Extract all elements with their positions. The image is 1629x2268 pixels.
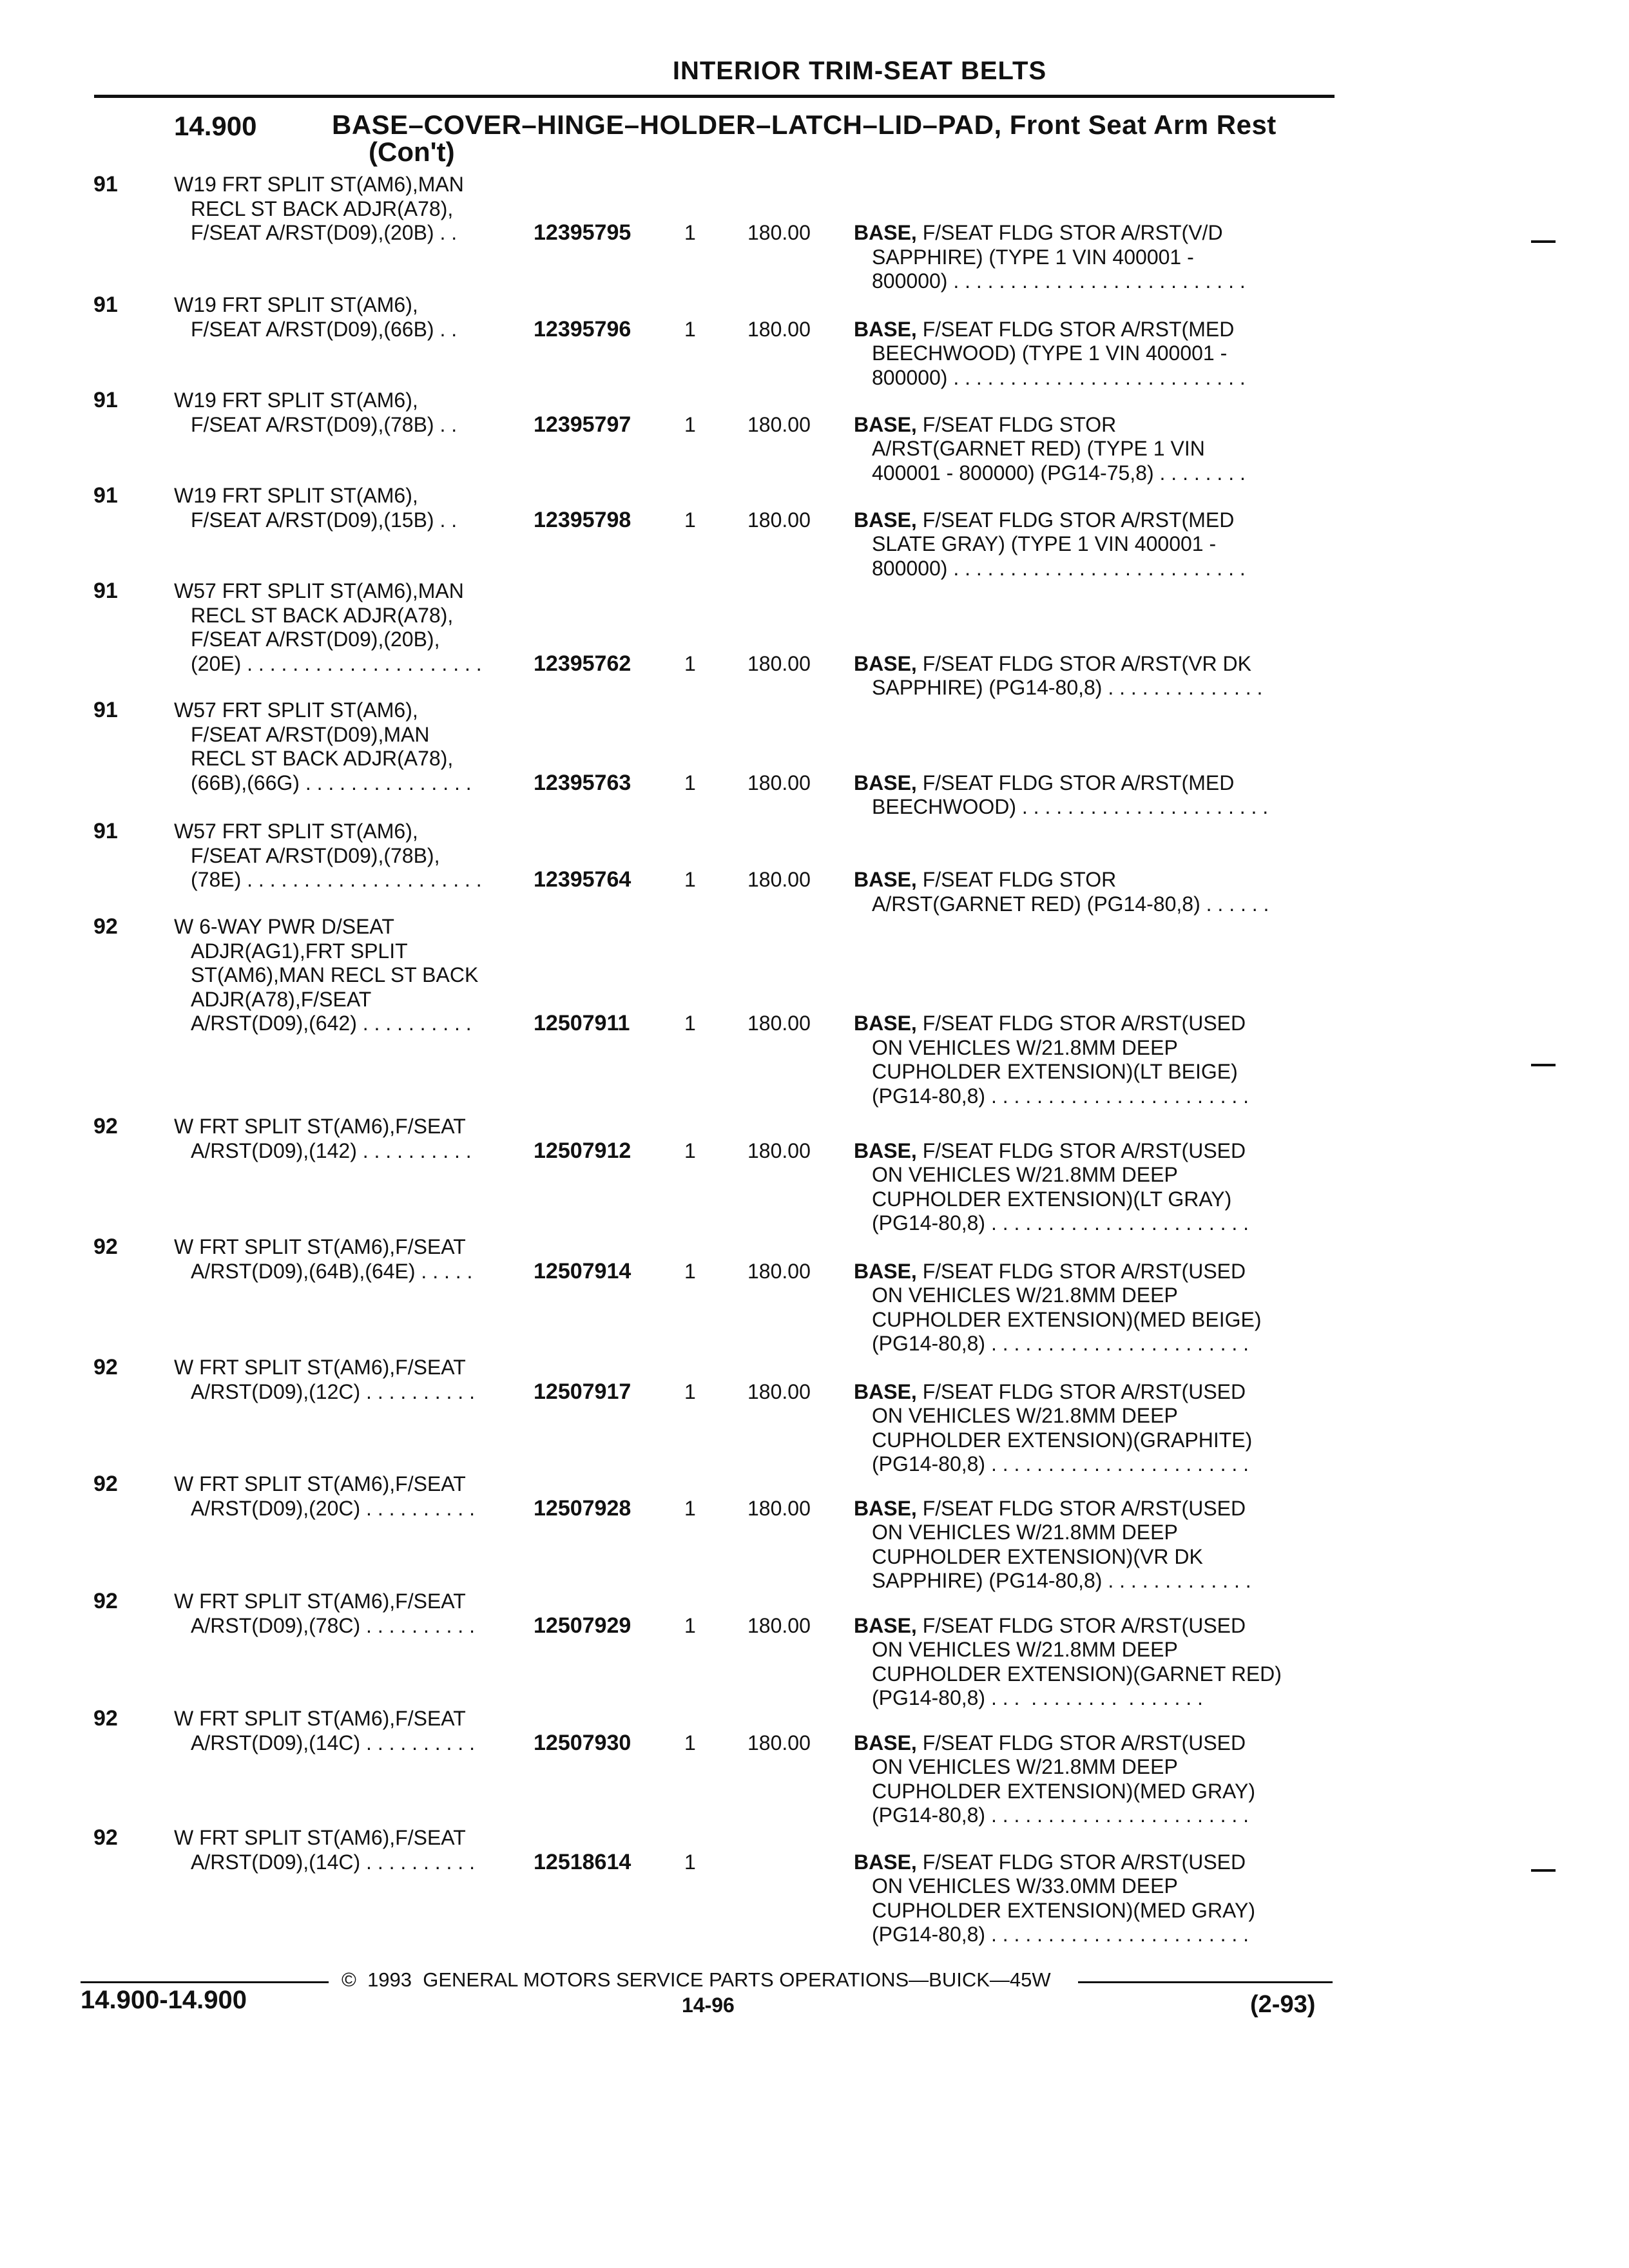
part-number: 12395797	[534, 412, 631, 437]
ref-number: 92	[93, 1825, 118, 1850]
part-number: 12395762	[534, 651, 631, 676]
header-rule	[94, 95, 1335, 98]
part-number: 12395796	[534, 316, 631, 341]
part-description	[854, 1614, 1282, 1711]
usage-line: W FRT SPLIT ST(AM6),F/SEAT	[174, 1590, 466, 1613]
price: 180.00	[747, 1379, 811, 1403]
description-line	[854, 221, 1246, 245]
quantity: 1	[684, 771, 696, 794]
ref-number: 92	[93, 914, 118, 939]
description-line: CUPHOLDER EXTENSION)(VR DK	[872, 1544, 1203, 1568]
part-number: 12507928	[534, 1495, 631, 1521]
usage-text	[174, 484, 457, 532]
price: 180.00	[747, 771, 811, 794]
description-line: BEECHWOOD) (TYPE 1 VIN 400001 -	[872, 341, 1228, 365]
description-keyword: BASE,	[854, 412, 917, 436]
quantity: 1	[684, 317, 696, 341]
part-number: 12507930	[534, 1730, 631, 1755]
ref-number: 92	[93, 1472, 118, 1496]
margin-change-mark	[1531, 240, 1556, 243]
description-line: A/RST(GARNET RED) (PG14-80,8) . . . . . .	[872, 892, 1269, 916]
quantity: 1	[684, 1012, 696, 1035]
price: 180.00	[747, 1259, 811, 1283]
description-line: CUPHOLDER EXTENSION)(LT GRAY)	[872, 1187, 1232, 1211]
quantity: 1	[684, 868, 696, 891]
usage-text	[174, 1590, 475, 1638]
usage-text	[174, 173, 464, 245]
part-description	[854, 318, 1246, 390]
description-line: 800000) . . . . . . . . . . . . . . . . . . . . . . . . . .	[872, 556, 1246, 580]
description-text: F/SEAT FLDG STOR A/RST(MED	[916, 508, 1235, 532]
description-line	[854, 1850, 1255, 1875]
quantity: 1	[684, 1850, 696, 1874]
section-title: BASE–COVER–HINGE–HOLDER–LATCH–LID–PAD, Front Seat Arm Rest	[332, 110, 1277, 140]
usage-text	[174, 579, 482, 676]
usage-line: F/SEAT A/RST(D09),(78B),	[191, 843, 440, 867]
description-keyword: BASE,	[854, 651, 917, 675]
part-number: 12507914	[534, 1258, 631, 1283]
part-number: 12507929	[534, 1613, 631, 1638]
usage-text	[174, 915, 478, 1036]
usage-line: W57 FRT SPLIT ST(AM6),MAN	[174, 579, 464, 602]
usage-line: W 6-WAY PWR D/SEAT	[174, 915, 394, 938]
usage-line: F/SEAT A/RST(D09),MAN	[191, 722, 430, 746]
usage-line: W57 FRT SPLIT ST(AM6),	[174, 820, 418, 843]
usage-line: (66B),(66G) . . . . . . . . . . . . . . .	[191, 771, 472, 794]
description-line	[854, 318, 1246, 342]
quantity: 1	[684, 1613, 696, 1637]
quantity: 1	[684, 651, 696, 675]
usage-line: RECL ST BACK ADJR(A78),	[191, 197, 454, 220]
usage-line: (20E) . . . . . . . . . . . . . . . . . . . . .	[191, 651, 482, 675]
description-line: 800000) . . . . . . . . . . . . . . . . . . . . . . . . . .	[872, 365, 1246, 389]
ref-number: 92	[93, 1589, 118, 1613]
description-line: (PG14-80,8) . . . . . . . . . . . . . . . . . .	[872, 1686, 1203, 1709]
description-line	[854, 1139, 1249, 1164]
usage-line: RECL ST BACK ADJR(A78),	[191, 747, 454, 770]
quantity: 1	[684, 1496, 696, 1520]
usage-line: W57 FRT SPLIT ST(AM6),	[174, 698, 418, 722]
description-line: BEECHWOOD) . . . . . . . . . . . . . . . . . . . . . .	[872, 795, 1269, 818]
usage-line: W FRT SPLIT ST(AM6),F/SEAT	[174, 1826, 466, 1849]
usage-line: W FRT SPLIT ST(AM6),F/SEAT	[174, 1115, 466, 1138]
description-text: F/SEAT FLDG STOR A/RST(MED	[916, 317, 1235, 341]
usage-text	[174, 389, 457, 437]
part-description	[854, 1380, 1252, 1477]
part-description	[854, 771, 1268, 820]
usage-line: A/RST(D09),(12C) . . . . . . . . . .	[191, 1379, 475, 1403]
description-text: F/SEAT FLDG STOR A/RST(USED	[916, 1139, 1246, 1162]
description-keyword: BASE,	[854, 1613, 917, 1637]
ref-number: 91	[93, 579, 118, 603]
part-number: 12507917	[534, 1379, 631, 1404]
ref-number: 92	[93, 1235, 118, 1259]
description-line	[854, 1260, 1262, 1284]
usage-line: W FRT SPLIT ST(AM6),F/SEAT	[174, 1472, 466, 1495]
part-description	[854, 221, 1246, 294]
description-line: CUPHOLDER EXTENSION)(LT BEIGE)	[872, 1060, 1238, 1083]
part-description	[854, 508, 1246, 581]
footer-rule-right	[1078, 1981, 1333, 1983]
description-line	[854, 771, 1268, 796]
price: 180.00	[747, 1012, 811, 1035]
part-description	[854, 1731, 1255, 1828]
description-line: 800000) . . . . . . . . . . . . . . . . . . . . . . . . . .	[872, 269, 1246, 293]
usage-text	[174, 1472, 475, 1521]
ref-number: 91	[93, 293, 118, 317]
price: 180.00	[747, 1139, 811, 1162]
description-text: F/SEAT FLDG STOR A/RST(V/D	[916, 221, 1223, 244]
description-text: F/SEAT FLDG STOR	[916, 412, 1117, 436]
part-description	[854, 1497, 1251, 1593]
description-line	[854, 868, 1269, 892]
description-line: CUPHOLDER EXTENSION)(MED GRAY)	[872, 1898, 1256, 1922]
description-line: ON VEHICLES W/21.8MM DEEP	[872, 1521, 1178, 1544]
part-description	[854, 1012, 1249, 1108]
description-keyword: BASE,	[854, 771, 917, 794]
section-continued: (Con't)	[369, 137, 455, 167]
description-line: (PG14-80,8) . . . . . . . . . . . . . . . . . . . . . . .	[872, 1211, 1249, 1235]
price: 180.00	[747, 412, 811, 436]
description-keyword: BASE,	[854, 1496, 917, 1520]
description-line: SLATE GRAY) (TYPE 1 VIN 400001 -	[872, 532, 1217, 555]
description-line: SAPPHIRE) (PG14-80,8) . . . . . . . . . . . . .	[872, 1569, 1251, 1592]
quantity: 1	[684, 1139, 696, 1162]
part-description	[854, 652, 1262, 700]
ref-number: 91	[93, 388, 118, 412]
quantity: 1	[684, 508, 696, 532]
usage-line: ADJR(A78),F/SEAT	[191, 987, 372, 1011]
usage-text	[174, 293, 457, 341]
usage-line: W FRT SPLIT ST(AM6),F/SEAT	[174, 1356, 466, 1379]
description-text: F/SEAT FLDG STOR	[916, 868, 1117, 891]
description-text: F/SEAT FLDG STOR A/RST(USED	[916, 1496, 1246, 1520]
usage-text	[174, 698, 472, 795]
price: 180.00	[747, 1731, 811, 1754]
ref-number: 92	[93, 1706, 118, 1731]
usage-line: F/SEAT A/RST(D09),(20B),	[191, 628, 440, 651]
quantity: 1	[684, 221, 696, 244]
footer-section-range: 14.900-14.900	[81, 1986, 247, 2014]
description-line: CUPHOLDER EXTENSION)(MED BEIGE)	[872, 1307, 1262, 1331]
description-keyword: BASE,	[854, 221, 917, 244]
usage-line: RECL ST BACK ADJR(A78),	[191, 603, 454, 627]
usage-line: A/RST(D09),(14C) . . . . . . . . . .	[191, 1731, 475, 1754]
description-line	[854, 508, 1246, 533]
price: 180.00	[747, 1613, 811, 1637]
ref-number: 91	[93, 483, 118, 508]
description-text: F/SEAT FLDG STOR A/RST(USED	[916, 1850, 1246, 1874]
usage-line: W FRT SPLIT ST(AM6),F/SEAT	[174, 1707, 466, 1730]
usage-line: W19 FRT SPLIT ST(AM6),MAN	[174, 173, 464, 196]
part-description	[854, 1850, 1255, 1947]
description-line	[854, 652, 1262, 677]
section-number: 14.900	[174, 111, 257, 141]
usage-line: A/RST(D09),(14C) . . . . . . . . . .	[191, 1850, 475, 1874]
price: 180.00	[747, 221, 811, 244]
usage-text	[174, 1826, 475, 1874]
description-line: (PG14-80,8) . . . . . . . . . . . . . . . . . . . . . . .	[872, 1923, 1249, 1946]
usage-line: A/RST(D09),(642) . . . . . . . . . .	[191, 1012, 472, 1035]
price: 180.00	[747, 317, 811, 341]
part-number: 12395795	[534, 220, 631, 245]
quantity: 1	[684, 1731, 696, 1754]
description-keyword: BASE,	[854, 1012, 917, 1035]
description-line: CUPHOLDER EXTENSION)(GRAPHITE)	[872, 1428, 1253, 1452]
usage-text	[174, 1707, 475, 1755]
usage-line: W19 FRT SPLIT ST(AM6),	[174, 484, 418, 507]
usage-line: F/SEAT A/RST(D09),(66B) . .	[191, 317, 458, 341]
description-line: CUPHOLDER EXTENSION)(GARNET RED)	[872, 1662, 1282, 1686]
quantity: 1	[684, 412, 696, 436]
description-keyword: BASE,	[854, 1139, 917, 1162]
ref-number: 92	[93, 1114, 118, 1139]
part-description	[854, 413, 1246, 486]
part-number: 12395763	[534, 770, 631, 795]
description-text: F/SEAT FLDG STOR A/RST(MED	[916, 771, 1235, 794]
description-line	[854, 1614, 1282, 1639]
description-keyword: BASE,	[854, 1379, 917, 1403]
usage-text	[174, 1356, 475, 1404]
margin-change-mark	[1531, 1869, 1556, 1872]
description-line: (PG14-80,8) . . . . . . . . . . . . . . . . . . . . . . .	[872, 1084, 1249, 1108]
part-description	[854, 1139, 1249, 1236]
description-line: ON VEHICLES W/21.8MM DEEP	[872, 1755, 1178, 1778]
quantity: 1	[684, 1259, 696, 1283]
usage-line: A/RST(D09),(142) . . . . . . . . . .	[191, 1139, 472, 1162]
description-line	[854, 1380, 1252, 1405]
description-line: ON VEHICLES W/21.8MM DEEP	[872, 1163, 1178, 1186]
description-line: (PG14-80,8) . . . . . . . . . . . . . . . . . . . . . . .	[872, 1803, 1249, 1827]
part-number: 12395764	[534, 867, 631, 892]
description-text: F/SEAT FLDG STOR A/RST(USED	[916, 1259, 1246, 1283]
description-line: (PG14-80,8) . . . . . . . . . . . . . . . . . . . . . . .	[872, 1332, 1249, 1355]
price: 180.00	[747, 508, 811, 532]
page-number: 14-96	[682, 1994, 735, 2017]
ref-number: 91	[93, 698, 118, 722]
usage-text	[174, 820, 482, 892]
ref-number: 92	[93, 1355, 118, 1379]
description-line: CUPHOLDER EXTENSION)(MED GRAY)	[872, 1779, 1256, 1803]
usage-line: A/RST(D09),(20C) . . . . . . . . . .	[191, 1496, 475, 1520]
part-description	[854, 868, 1269, 916]
usage-line: F/SEAT A/RST(D09),(78B) . .	[191, 412, 458, 436]
description-text: F/SEAT FLDG STOR A/RST(USED	[916, 1379, 1246, 1403]
price: 180.00	[747, 868, 811, 891]
part-description	[854, 1260, 1262, 1356]
price: 180.00	[747, 1496, 811, 1520]
description-line: ON VEHICLES W/21.8MM DEEP	[872, 1035, 1178, 1059]
description-keyword: BASE,	[854, 317, 917, 341]
price: 180.00	[747, 651, 811, 675]
description-line	[854, 1497, 1251, 1521]
part-number: 12395798	[534, 507, 631, 532]
description-line: ON VEHICLES W/21.8MM DEEP	[872, 1404, 1178, 1427]
footer-revision: (2-93)	[1250, 1991, 1316, 2018]
description-line: ON VEHICLES W/33.0MM DEEP	[872, 1874, 1178, 1898]
description-line: A/RST(GARNET RED) (TYPE 1 VIN	[872, 437, 1205, 460]
description-text: F/SEAT FLDG STOR A/RST(USED	[916, 1731, 1246, 1754]
usage-line: A/RST(D09),(78C) . . . . . . . . . .	[191, 1613, 475, 1637]
description-text: F/SEAT FLDG STOR A/RST(VR DK	[916, 651, 1251, 675]
description-line: SAPPHIRE) (PG14-80,8) . . . . . . . . . . . . . .	[872, 676, 1263, 699]
description-line: SAPPHIRE) (TYPE 1 VIN 400001 -	[872, 245, 1194, 269]
ref-number: 91	[93, 819, 118, 843]
usage-line: F/SEAT A/RST(D09),(15B) . .	[191, 508, 458, 532]
page-title: INTERIOR TRIM-SEAT BELTS	[672, 57, 1047, 85]
footer-rule-left	[81, 1981, 329, 1983]
part-number: 12507911	[534, 1011, 630, 1035]
description-text: F/SEAT FLDG STOR A/RST(USED	[916, 1613, 1246, 1637]
usage-line: A/RST(D09),(64B),(64E) . . . . .	[191, 1259, 473, 1283]
description-keyword: BASE,	[854, 868, 917, 891]
part-number: 12507912	[534, 1138, 631, 1163]
description-keyword: BASE,	[854, 1731, 917, 1754]
usage-text	[174, 1235, 472, 1283]
usage-line: W FRT SPLIT ST(AM6),F/SEAT	[174, 1235, 466, 1258]
part-number: 12518614	[534, 1849, 631, 1874]
description-keyword: BASE,	[854, 1259, 917, 1283]
description-text: F/SEAT FLDG STOR A/RST(USED	[916, 1012, 1246, 1035]
description-keyword: BASE,	[854, 1850, 917, 1874]
margin-change-mark	[1531, 1064, 1556, 1066]
description-line: 400001 - 800000) (PG14-75,8) . . . . . . . .	[872, 461, 1246, 485]
ref-number: 91	[93, 172, 118, 197]
description-keyword: BASE,	[854, 508, 917, 532]
usage-line: F/SEAT A/RST(D09),(20B) . .	[191, 221, 458, 244]
description-line: ON VEHICLES W/21.8MM DEEP	[872, 1283, 1178, 1307]
quantity: 1	[684, 1379, 696, 1403]
description-line: (PG14-80,8) . . . . . . . . . . . . . . . . . . . . . . .	[872, 1452, 1249, 1475]
usage-text	[174, 1115, 472, 1163]
usage-line: ADJR(AG1),FRT SPLIT	[191, 939, 408, 963]
description-line: ON VEHICLES W/21.8MM DEEP	[872, 1638, 1178, 1661]
description-line	[854, 1731, 1255, 1756]
usage-line: ST(AM6),MAN RECL ST BACK	[191, 963, 479, 986]
footer-copyright: © 1993 GENERAL MOTORS SERVICE PARTS OPERATIONS—BUICK—45W	[342, 1968, 1051, 1991]
usage-line: W19 FRT SPLIT ST(AM6),	[174, 389, 418, 412]
usage-line: W19 FRT SPLIT ST(AM6),	[174, 293, 418, 316]
description-line	[854, 1012, 1249, 1036]
description-line	[854, 413, 1246, 437]
usage-line: (78E) . . . . . . . . . . . . . . . . . . . . .	[191, 868, 482, 891]
